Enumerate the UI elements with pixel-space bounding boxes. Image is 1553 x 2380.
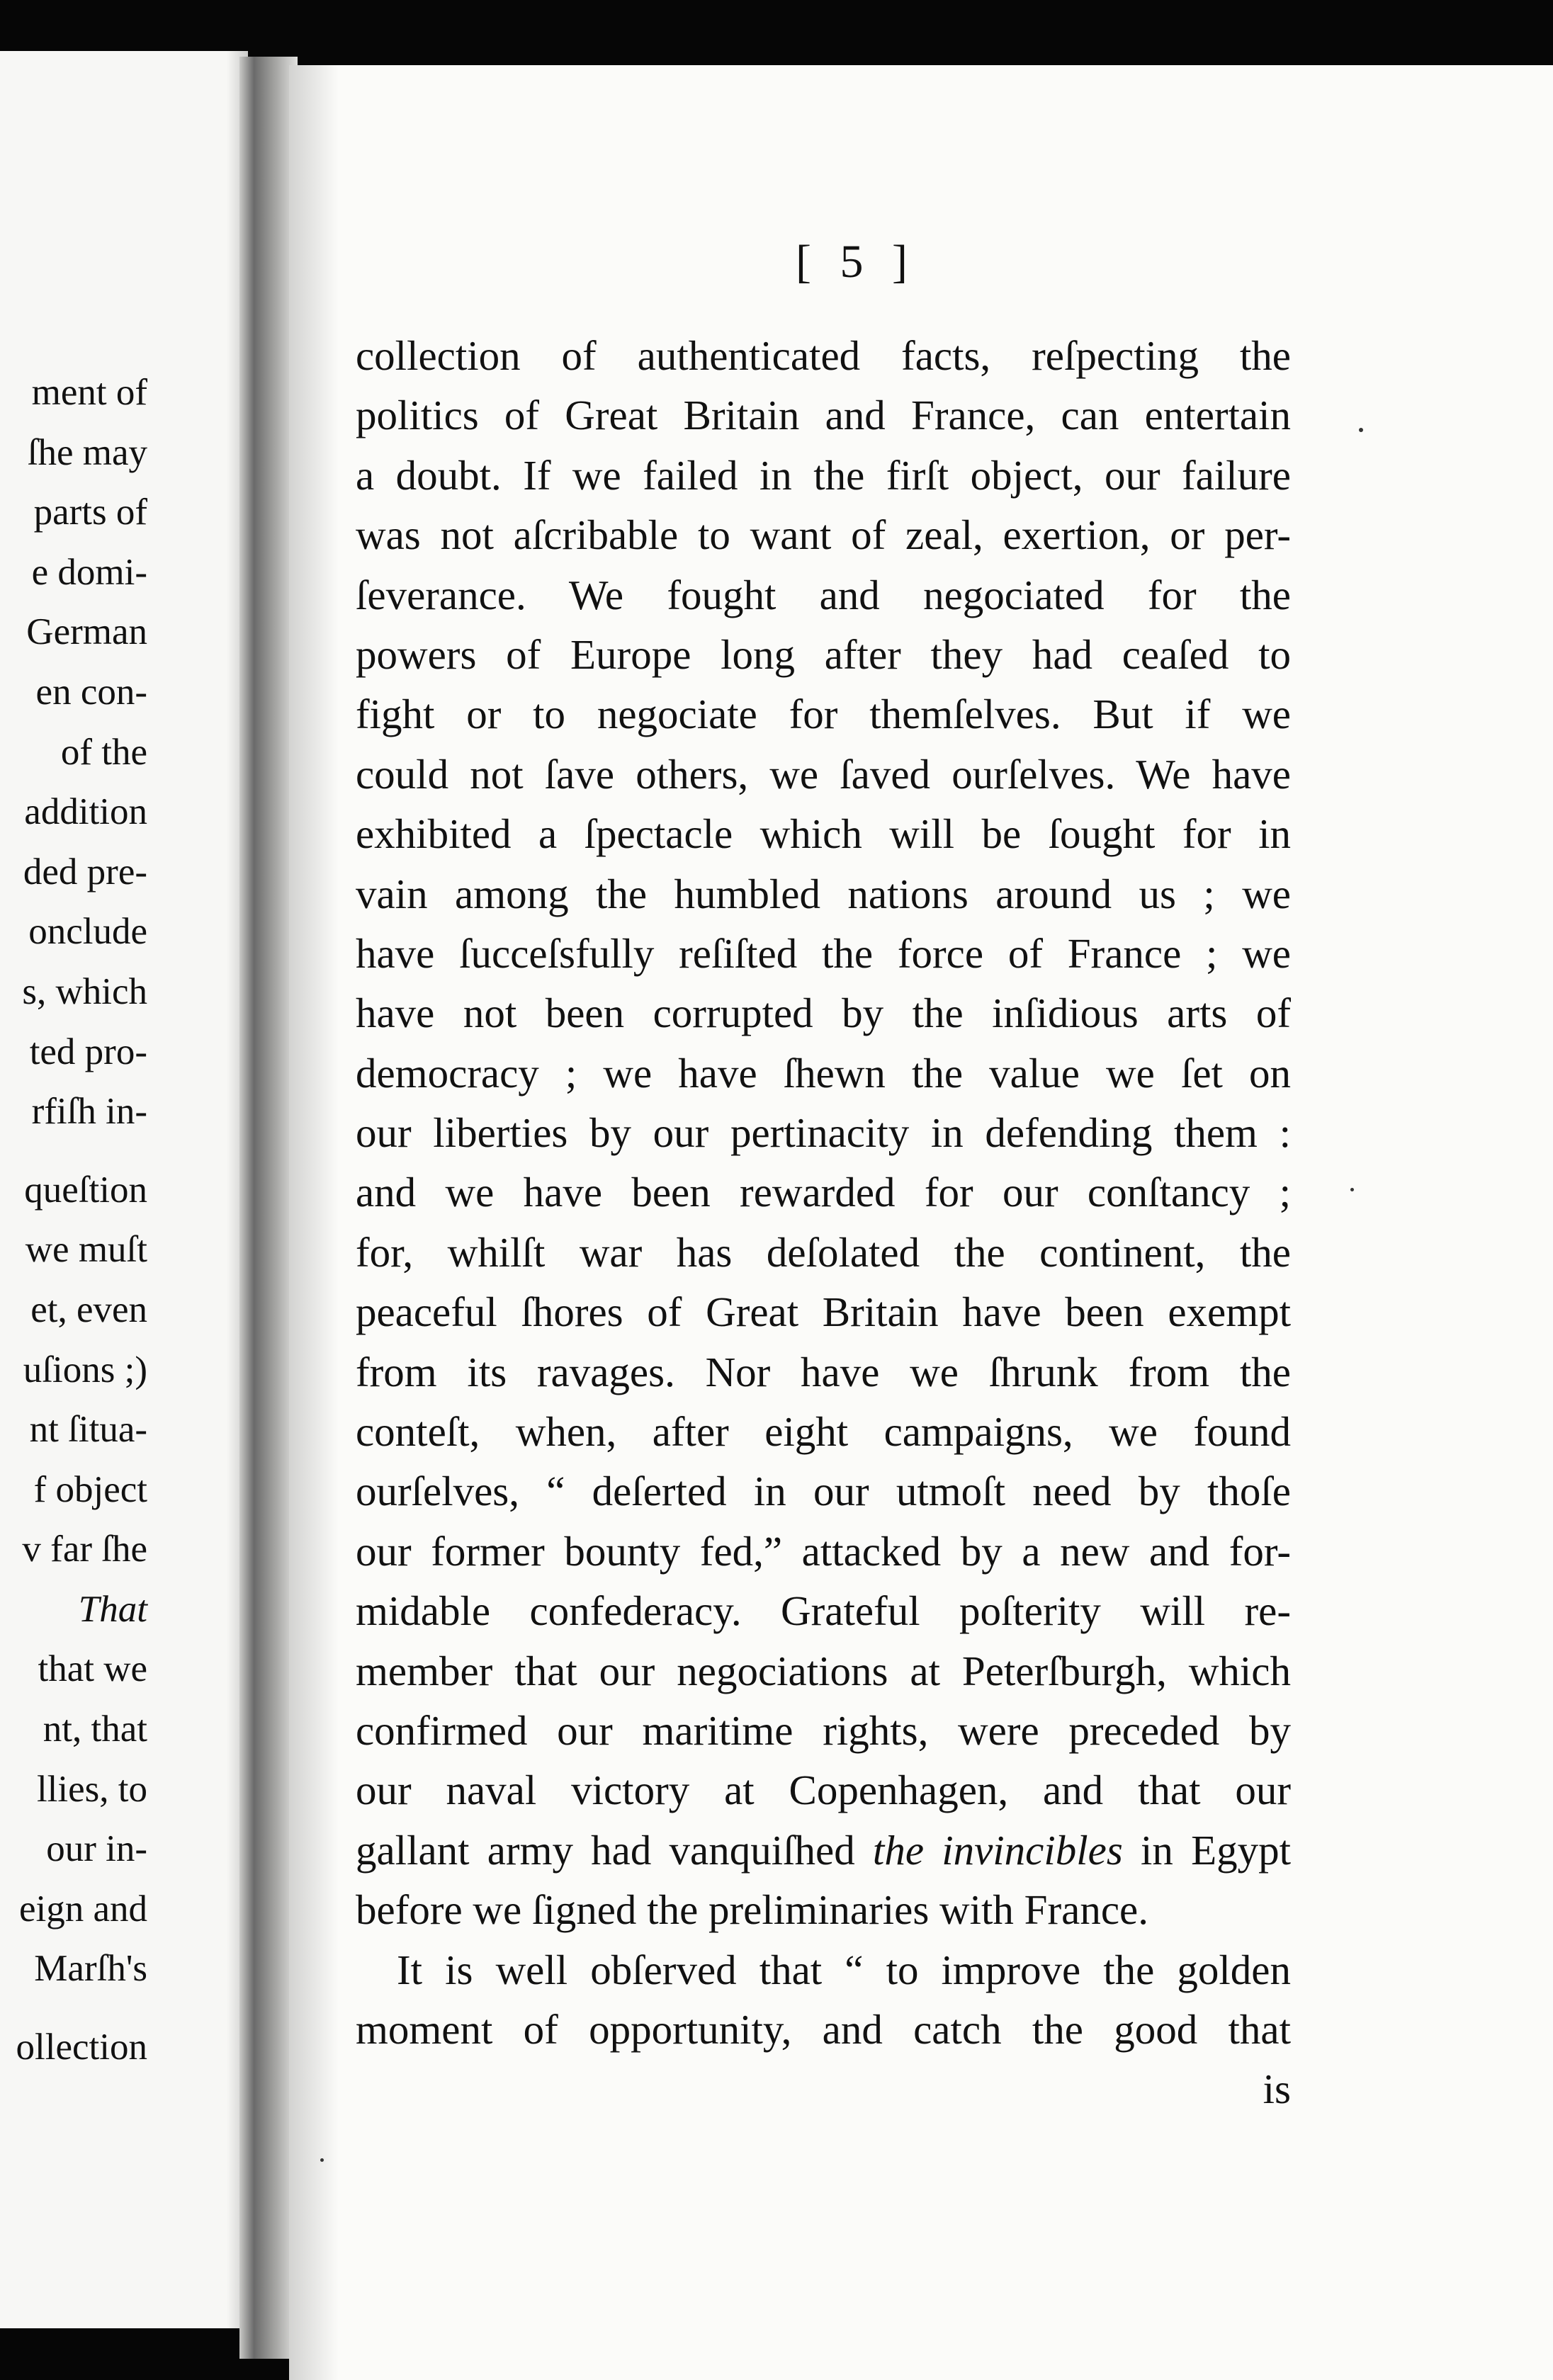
page-number: [ 5 ] <box>796 236 916 288</box>
text-line: conteſt, when, after eight campaigns, we found <box>356 1408 1291 1456</box>
catchword: is <box>1263 2066 1291 2113</box>
italic-phrase: the invincibles <box>872 1826 1123 1874</box>
text-line: a doubt. If we failed in the firſt object, our failure <box>356 451 1291 499</box>
text-line: fight or to negociate for themſelves. But if we <box>356 691 1291 738</box>
text-line: vain among the humbled nations around us ; we <box>356 870 1291 917</box>
left-line: s, which <box>22 970 147 1012</box>
left-line: Marſh's <box>34 1948 147 1990</box>
left-line: addition <box>24 791 147 833</box>
text-line: ourſelves, “ deſerted in our utmoſt need by thoſe <box>356 1468 1291 1515</box>
text-line: could not ſave others, we ſaved ourſelves. We have <box>356 750 1291 798</box>
text-line: collection of authenticated facts, reſpecting the <box>356 332 1291 379</box>
left-line: nt, that <box>43 1708 147 1750</box>
text-line: peaceful ſhores of Great Britain have been exempt <box>356 1288 1291 1336</box>
text-line: our liberties by our pertinacity in defending them : <box>356 1109 1291 1157</box>
left-line: rfiſh in- <box>31 1091 147 1133</box>
text-line: our naval victory at Copenhagen, and that our <box>356 1767 1291 1814</box>
text-line: midable confederacy. Grateful poſterity will re- <box>356 1587 1291 1635</box>
left-line: ted pro- <box>29 1031 147 1072</box>
left-line: en con- <box>35 671 147 713</box>
left-facing-page <box>0 51 248 2328</box>
text-line-with-italic <box>356 1820 1291 1880</box>
left-line: parts of <box>33 492 147 533</box>
left-line: v far ſhe <box>22 1529 147 1570</box>
text-line: our former bounty fed,” attacked by a new and for- <box>356 1527 1291 1575</box>
speck-mark <box>1350 1188 1354 1191</box>
left-line: our in- <box>46 1828 147 1870</box>
text-line: exhibited a ſpectacle which will be ſought for in <box>356 810 1291 858</box>
text-line: and we have been rewarded for our conſtancy ; <box>356 1169 1291 1216</box>
text-line: moment of opportunity, and catch the good that <box>356 2005 1291 2053</box>
left-line: uſions ;) <box>23 1349 147 1390</box>
left-line: eign and <box>18 1888 147 1930</box>
paragraph-end-line: before we ſigned the preliminaries with France. <box>356 1886 1148 1934</box>
left-line: That <box>78 1588 147 1630</box>
left-line: nt ſitua- <box>29 1409 147 1451</box>
text-line: was not aſcribable to want of zeal, exertion, or per- <box>356 511 1291 559</box>
left-line: ment of <box>31 372 147 413</box>
left-line: we muſt <box>25 1229 147 1271</box>
text-line: confirmed our maritime rights, were preceded by <box>356 1706 1291 1754</box>
text-line: democracy ; we have ſhewn the value we ſet on <box>356 1049 1291 1096</box>
text-line: have ſucceſsfully reſiſted the force of France ; we <box>356 929 1291 977</box>
text-line: ſeverance. We fought and negociated for the <box>356 571 1291 618</box>
left-line: that we <box>38 1648 147 1690</box>
left-line: ſhe may <box>27 431 147 473</box>
left-line: onclude <box>28 911 147 953</box>
left-line: German <box>26 611 147 653</box>
text-line: member that our negociations at Peterſburgh, which <box>356 1647 1291 1694</box>
text-line: politics of Great Britain and France, can entertain <box>356 392 1291 439</box>
left-line: ollection <box>16 2027 147 2068</box>
left-line: ded pre- <box>23 851 147 892</box>
text-line: powers of Europe long after they had ceaſed to <box>356 630 1291 678</box>
text-line: have not been corrupted by the inſidious arts of <box>356 990 1291 1037</box>
page-body-text <box>356 326 1291 2119</box>
left-line: queſtion <box>24 1169 147 1211</box>
left-line: f object <box>33 1468 147 1510</box>
speck-mark <box>1359 428 1363 432</box>
speck-mark <box>320 2158 324 2162</box>
left-line: of the <box>60 731 147 773</box>
text-line: from its ravages. Nor have we ſhrunk from the <box>356 1348 1291 1395</box>
text-run: in Egypt <box>1122 1826 1292 1874</box>
paragraph-start-line: It is well obſerved that “ to improve the golden <box>397 1946 1291 1993</box>
text-run: gallant army had vanquiſhed <box>356 1826 873 1874</box>
left-line: et, even <box>30 1288 147 1330</box>
left-page-text <box>0 51 147 2078</box>
text-line: for, whilſt war has deſolated the continent, the <box>356 1228 1291 1276</box>
main-page <box>289 65 1553 2380</box>
left-line: e domi- <box>31 551 147 593</box>
left-line: llies, to <box>36 1768 147 1810</box>
